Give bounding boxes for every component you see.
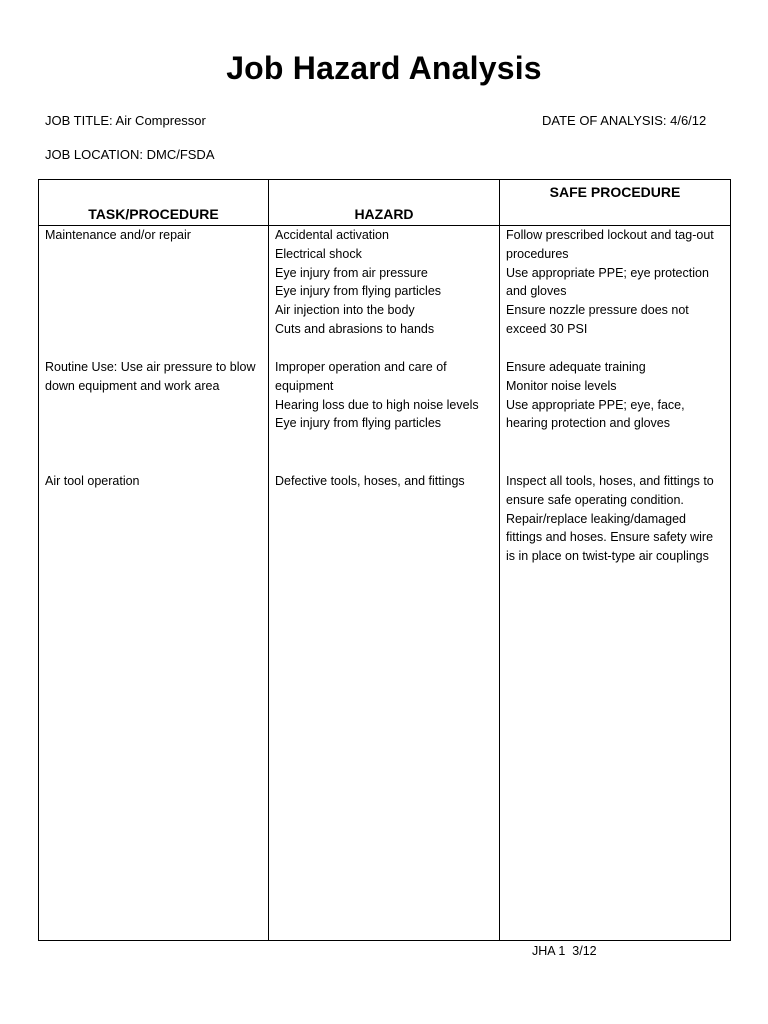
header-hazard [269, 180, 500, 226]
date-of-analysis: DATE OF ANALYSIS: 4/6/12 [542, 113, 707, 128]
safe-procedure-column [500, 226, 731, 941]
footer-code: JHA 1 3/12 [532, 944, 597, 958]
hazard-1: Accidental activation Electrical shock Eye injury from air pressure Eye injury from flying particles Air injection into the body Cuts and abrasions to hands [275, 228, 442, 336]
hazard-3: Defective tools, hoses, and fittings [275, 474, 465, 488]
hazard-2: Improper operation and care of equipment Hearing loss due to high noise levels Eye injury from flying particles [275, 360, 479, 431]
table-header-row [39, 180, 731, 226]
table-body-row [39, 226, 731, 941]
task-1: Maintenance and/or repair [45, 228, 191, 242]
header-safe-procedure [500, 180, 731, 226]
task-3: Air tool operation [45, 474, 140, 488]
task-2: Routine Use: Use air pressure to blow down equipment and work area [45, 360, 256, 393]
job-title: JOB TITLE: Air Compressor [45, 113, 206, 128]
safe-procedure-2: Ensure adequate training Monitor noise levels Use appropriate PPE; eye, face, hearing protection and gloves [506, 360, 685, 431]
page-title: Job Hazard Analysis [226, 50, 542, 86]
hazard-table [38, 179, 731, 941]
task-column [39, 226, 269, 941]
header-safe-label: SAFE PROCEDURE [549, 184, 681, 200]
hazard-column [269, 226, 500, 941]
safe-procedure-1: Follow prescribed lockout and tag-out procedures Use appropriate PPE; eye protection and gloves Ensure nozzle pressure does not exceed 30 PSI [506, 228, 714, 336]
header-task [39, 180, 269, 226]
header-hazard-label: HAZARD [354, 206, 414, 222]
job-location: JOB LOCATION: DMC/FSDA [45, 147, 215, 162]
header-task-label: TASK/PROCEDURE [88, 206, 219, 222]
safe-procedure-3: Inspect all tools, hoses, and fittings to ensure safe operating condition. Repair/replace leaking/damaged fittings and hoses. Ensure safety wire is in place on twist-type air couplings [506, 474, 714, 564]
